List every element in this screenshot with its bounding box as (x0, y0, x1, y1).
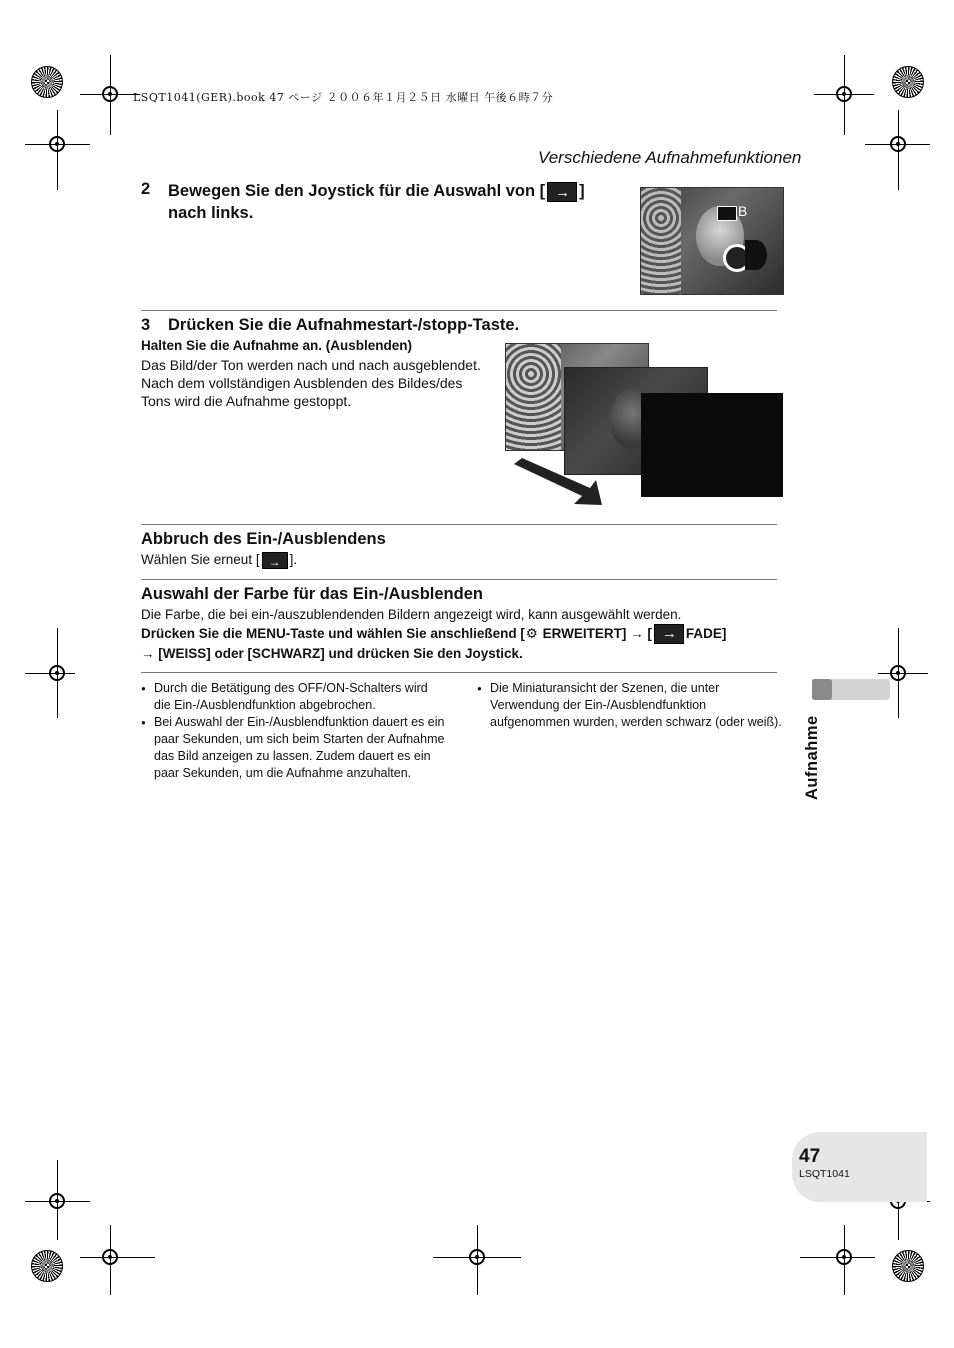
step-3-body: Das Bild/der Ton werden nach und nach ausgeblendet. Nach dem vollständigen Ausblenden des Bildes/des Tons wird die Aufnahme gestoppt. (141, 357, 481, 409)
print-file-line: LSQT1041(GER).book 47 ページ ２００６年１月２５日 水曜日 午後６時７分 (133, 91, 554, 104)
starburst-mark-bottom-right (892, 1250, 924, 1282)
starburst-mark-top-right (892, 66, 924, 98)
camera-menu-icon: ⚙ (525, 626, 538, 641)
side-tab-label: Aufnahme (803, 715, 821, 800)
note-item: ● Die Miniaturansicht der Szenen, die unter Verwendung der Ein-/Ausblendfunktion aufgenommen wurden, werden schwarz (oder weiß). (477, 680, 782, 731)
fade-frame-3 (641, 393, 783, 497)
page-number: 47 (799, 1146, 821, 1167)
side-tab (812, 679, 890, 700)
flower-pattern (641, 188, 681, 294)
starburst-mark-top-left (31, 66, 63, 98)
step-3-title: Drücken Sie die Aufnahmestart-/stopp-Taste. (168, 316, 520, 334)
model-code: LSQT1041 (799, 1168, 850, 1180)
farbe-intro: Die Farbe, die bei ein-/auszublendenden Bildern angezeigt wird, kann ausgewählt werden. (141, 607, 682, 622)
step-2-viewfinder-photo (640, 187, 784, 295)
step-3-subheading: Halten Sie die Aufnahme an. (Ausblenden) (141, 338, 413, 353)
notes-right-column (477, 680, 782, 731)
farbe-instruction: Drücken Sie die MENU-Taste und wählen Sie anschließend [⚙ ERWEITERT] → [→ FADE] → [WEISS] oder [SCHWARZ] und drücken Sie den Joystick. (141, 624, 791, 663)
notes-left-column (141, 680, 446, 782)
fade-arrow-icon (512, 458, 604, 508)
joystick-arrow-icon (745, 240, 767, 270)
osd-label: B (738, 203, 748, 219)
step-2-number: 2 (141, 180, 151, 198)
farbe-heading: Auswahl der Farbe für das Ein-/Ausblenden (141, 585, 483, 603)
note-item: ● Bei Auswahl der Ein-/Ausblendfunktion dauert es ein paar Sekunden, um sich beim Starten der Aufnahme das Bild anzeigen zu lassen. Zudem dauert es ein paar Sekunden, um die Aufnahme anzuhalten. (141, 714, 446, 782)
fade-osd-icon (717, 206, 737, 221)
abbruch-heading: Abbruch des Ein-/Ausblendens (141, 530, 386, 548)
step-3-number: 3 (141, 316, 151, 334)
fade-icon (262, 552, 288, 569)
section-title: Verschiedene Aufnahmefunktionen (538, 148, 802, 167)
fade-icon (654, 624, 684, 644)
starburst-mark-bottom-left (31, 1250, 63, 1282)
fade-icon (547, 182, 577, 202)
note-item: ● Durch die Betätigung des OFF/ON-Schalters wird die Ein-/Ausblendfunktion abgebrochen. (141, 680, 446, 714)
step-2-text: Bewegen Sie den Joystick für die Auswahl von [→ ] nach links. (168, 180, 628, 224)
abbruch-text: Wählen Sie erneut [→ ]. (141, 551, 297, 569)
